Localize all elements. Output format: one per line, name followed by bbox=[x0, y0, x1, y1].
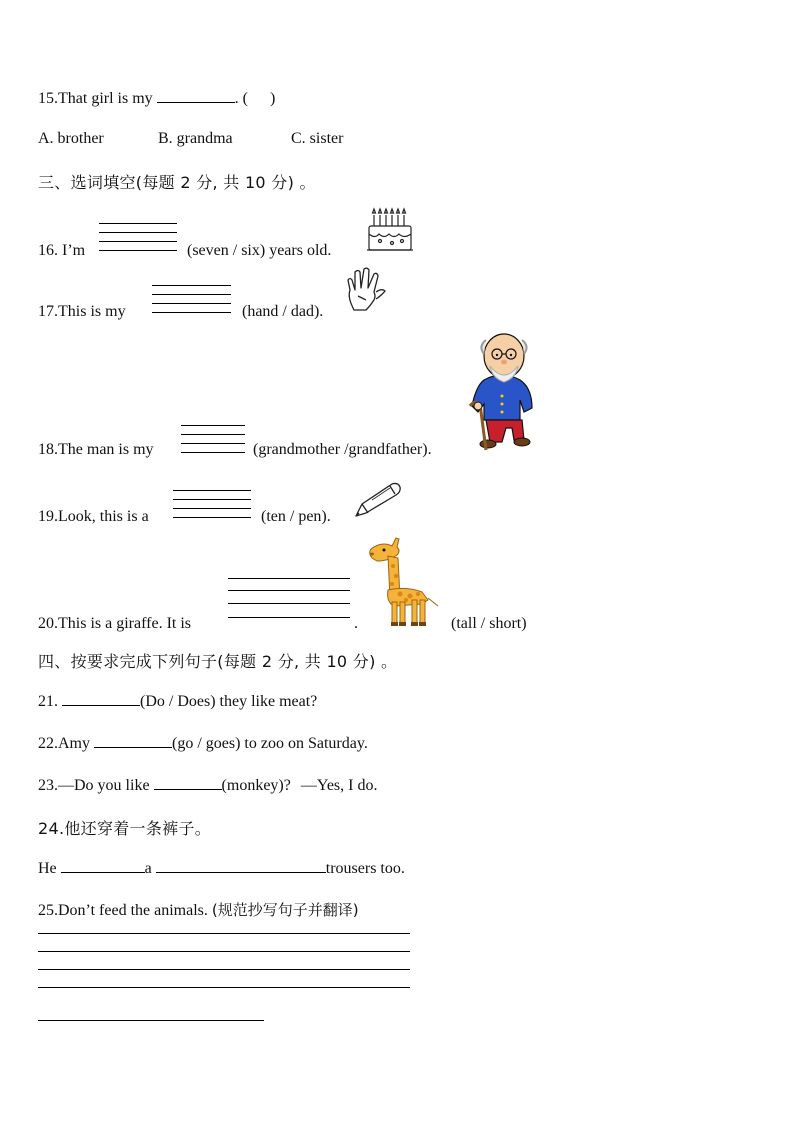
q24-prompt: 24.他还穿着一条裤子。 bbox=[38, 819, 212, 838]
q15-option-c[interactable]: C. sister bbox=[291, 130, 344, 147]
q21-blank[interactable] bbox=[62, 691, 140, 706]
q18-writing-line-1[interactable] bbox=[181, 425, 245, 426]
q16-writing-line-3[interactable] bbox=[99, 241, 177, 242]
q16-writing-line-1[interactable] bbox=[99, 223, 177, 224]
grandfather-icon bbox=[466, 330, 548, 454]
q24-tail: trousers too. bbox=[325, 860, 405, 877]
q15-text: That girl is my bbox=[58, 90, 153, 107]
q16-choices: (seven / six) years old. bbox=[187, 242, 332, 259]
q17-label: 17.This is my bbox=[38, 303, 126, 320]
q21-number: 21. bbox=[38, 693, 58, 710]
q15-number: 15. bbox=[38, 90, 58, 107]
pen-icon bbox=[352, 480, 404, 520]
q23 bbox=[38, 775, 377, 795]
q25-writing-line-1[interactable] bbox=[38, 933, 410, 934]
q18-label: 18.The man is my bbox=[38, 441, 154, 458]
q15-paren-open: . ( bbox=[234, 90, 248, 107]
q24-blank-2[interactable] bbox=[156, 858, 326, 873]
q15-option-b[interactable]: B. grandma bbox=[158, 130, 233, 147]
q25-writing-line-2[interactable] bbox=[38, 951, 410, 952]
q23-number: 23.—Do you like bbox=[38, 777, 150, 794]
q19-writing-line-3[interactable] bbox=[173, 508, 251, 509]
q16-writing-line-4[interactable] bbox=[99, 250, 177, 251]
q18-writing-line-3[interactable] bbox=[181, 443, 245, 444]
q25-writing-line-4[interactable] bbox=[38, 987, 410, 988]
q18-choices: (grandmother /grandfather). bbox=[253, 441, 432, 458]
q20-label: 20.This is a giraffe. It is bbox=[38, 615, 192, 632]
q25-writing-line-3[interactable] bbox=[38, 969, 410, 970]
q25-translation-line[interactable] bbox=[38, 1020, 264, 1021]
q23-text: (monkey)? bbox=[221, 777, 291, 794]
q15-blank[interactable] bbox=[157, 88, 235, 103]
q17-writing-line-2[interactable] bbox=[152, 294, 231, 295]
q22 bbox=[38, 733, 368, 753]
q15 bbox=[38, 88, 275, 108]
q17-writing-line-1[interactable] bbox=[152, 285, 231, 286]
q23-blank[interactable] bbox=[154, 775, 222, 790]
q21 bbox=[38, 691, 317, 711]
q17-writing-line-3[interactable] bbox=[152, 303, 231, 304]
birthday-cake-icon bbox=[366, 208, 414, 254]
q25-instruction: (规范抄写句子并翻译) bbox=[211, 901, 359, 919]
q19-writing-line-1[interactable] bbox=[173, 490, 251, 491]
q15-paren-close: ) bbox=[269, 90, 276, 107]
q22-blank[interactable] bbox=[94, 733, 172, 748]
q22-number: 22.Amy bbox=[38, 735, 90, 752]
q16-label: 16. I’m bbox=[38, 242, 86, 259]
q18-writing-line-2[interactable] bbox=[181, 434, 245, 435]
q21-text: (Do / Does) they like meat? bbox=[140, 693, 318, 710]
q24-sentence bbox=[38, 858, 405, 878]
q19-label: 19.Look, this is a bbox=[38, 508, 149, 525]
q18-writing-line-4[interactable] bbox=[181, 452, 245, 453]
q17-writing-line-4[interactable] bbox=[152, 312, 231, 313]
q19-choices: (ten / pen). bbox=[261, 508, 331, 525]
q20-writing-line-3[interactable] bbox=[228, 603, 350, 604]
q20-choices: (tall / short) bbox=[451, 615, 527, 632]
section4-title: 四、按要求完成下列句子(每题 2 分, 共 10 分) 。 bbox=[38, 652, 398, 671]
giraffe-icon bbox=[366, 536, 442, 628]
q20-period: . bbox=[354, 615, 358, 632]
q17-choices: (hand / dad). bbox=[242, 303, 324, 320]
q15-option-a[interactable]: A. brother bbox=[38, 130, 104, 147]
q25 bbox=[38, 899, 359, 920]
q23-answer: —Yes, I do. bbox=[300, 777, 378, 794]
q20-writing-line-2[interactable] bbox=[228, 590, 350, 591]
q19-writing-line-4[interactable] bbox=[173, 517, 251, 518]
q24-a: a bbox=[144, 860, 152, 877]
hand-icon bbox=[344, 266, 388, 314]
q24-he: He bbox=[38, 860, 57, 877]
q20-writing-line-1[interactable] bbox=[228, 578, 350, 579]
q19-writing-line-2[interactable] bbox=[173, 499, 251, 500]
q22-text: (go / goes) to zoo on Saturday. bbox=[172, 735, 368, 752]
q20-writing-line-4[interactable] bbox=[228, 617, 350, 618]
q24-blank-1[interactable] bbox=[61, 858, 145, 873]
q16-writing-line-2[interactable] bbox=[99, 232, 177, 233]
section3-title: 三、选词填空(每题 2 分, 共 10 分) 。 bbox=[38, 173, 316, 192]
q25-text: 25.Don’t feed the animals. bbox=[38, 902, 208, 919]
